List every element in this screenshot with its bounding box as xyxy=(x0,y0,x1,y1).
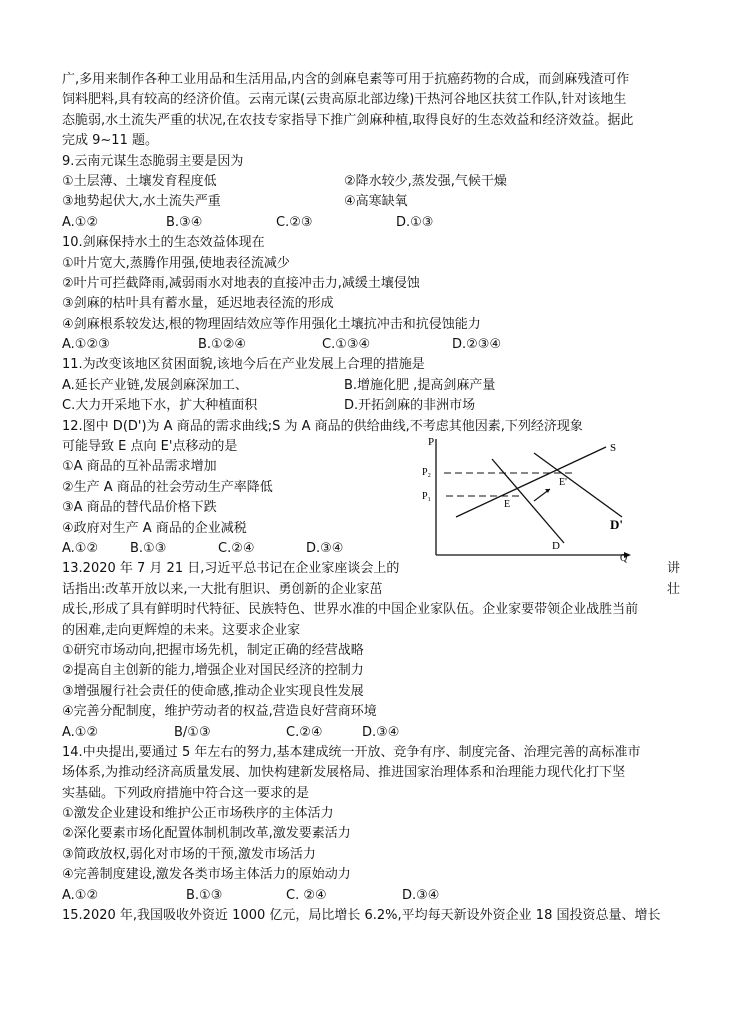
option-c: C.②④ xyxy=(218,540,255,556)
question-stem: 11.为改变该地区贫困面貌,该地今后在产业发展上合理的措施是 xyxy=(62,357,425,373)
statement: ②叶片可拦截降雨,减弱雨水对地表的直接冲击力,减缓土壤侵蚀 xyxy=(62,275,420,291)
demand-curve-d-prime xyxy=(534,453,622,517)
statement: ①土层薄、土壤发育程度低 xyxy=(62,173,217,189)
statement: ④高寒缺氧 xyxy=(344,194,408,210)
question-stem: 12.图中 D(D')为 A 商品的需求曲线;S 为 A 商品的供给曲线,不考虑其他因素,下列经济现象 xyxy=(62,418,583,434)
question-stem: 讲 xyxy=(666,561,680,577)
label-p: P xyxy=(428,436,435,449)
statement: ④完善制度建设,激发各类市场主体活力的原始动力 xyxy=(62,867,351,883)
option-c: C.②③ xyxy=(276,214,313,230)
question-stem: 可能导致 E 点向 E'点移动的是 xyxy=(62,439,238,455)
option-d: D.③④ xyxy=(306,540,344,556)
statement: ②降水较少,蒸发强,气候干燥 xyxy=(344,173,507,189)
label-e-prime: E' xyxy=(559,477,567,489)
question-12 xyxy=(62,417,680,565)
exam-page xyxy=(62,70,680,926)
option-d: D.③④ xyxy=(362,724,400,740)
option-a: A.①② xyxy=(62,724,99,740)
question-11 xyxy=(62,355,680,416)
intro-line: 态脆弱,水土流失严重的状况,在农技专家指导下推广剑麻种植,取得良好的生态效益和经济效益。据此 xyxy=(62,112,634,128)
label-s: S xyxy=(610,442,617,455)
statement: ④政府对生产 A 商品的企业减税 xyxy=(62,520,247,536)
option-b: B.①②④ xyxy=(198,337,247,353)
question-stem: 13.2020 年 7 月 21 日,习近平总书记在企业家座谈会上的 xyxy=(62,561,400,577)
option-d: D.开拓剑麻的非洲市场 xyxy=(344,398,476,414)
option-b: B.①③ xyxy=(130,540,167,556)
question-14 xyxy=(62,743,680,906)
label-p1: P₁ xyxy=(422,491,432,503)
intro-line: 饲料肥料,具有较高的经济价值。云南元谋(云贵高原北部边缘)干热河谷地区扶贫工作队,针对该地生 xyxy=(62,92,627,108)
option-b: B.增施化肥 ,提高剑麻产量 xyxy=(344,377,496,393)
label-p2: P₂ xyxy=(422,467,432,479)
intro-line: 广,多用来制作各种工业用品和生活用品,内含的剑麻皂素等可用于抗癌药物的合成，而剑麻残渣可作 xyxy=(62,72,630,87)
passage-intro xyxy=(62,70,680,152)
question-stem: 实基础。下列政府措施中符合这一要求的是 xyxy=(62,785,310,801)
option-d: D.②③④ xyxy=(452,337,502,353)
question-stem: 场体系,为推动经济高质量发展、加快构建新发展格局、推进国家治理体系和治理能力现代化打下坚 xyxy=(62,765,626,781)
option-b: B/①③ xyxy=(174,724,211,740)
question-stem: 15.2020 年,我国吸收外资近 1000 亿元，局比增长 6.2%,平均每天新设外资企业 18 国投资总量、增长 xyxy=(62,908,661,924)
question-stem: 壮 xyxy=(666,581,680,597)
statement: ②生产 A 商品的社会劳动生产率降低 xyxy=(62,479,273,495)
statement: ③地势起伏大,水土流失严重 xyxy=(62,194,221,210)
question-stem: 成长,形成了具有鲜明时代特征、民族特色、世界水准的中国企业家队伍。企业家要带领企业战胜当前 xyxy=(62,602,639,618)
question-13 xyxy=(62,559,680,743)
question-stem: 的困难,走向更辉煌的未来。这要求企业家 xyxy=(62,622,301,638)
label-q: Q xyxy=(620,553,628,565)
option-d: D.③④ xyxy=(402,887,440,903)
statement: ④剑麻根系较发达,根的物理固结效应等作用强化土壤抗冲击和抗侵蚀能力 xyxy=(62,316,481,332)
question-stem: 话指出:改革开放以来,一大批有胆识、勇创新的企业家茁 xyxy=(62,581,383,597)
label-e: E xyxy=(504,499,511,511)
question-stem: 14.中央提出,要通过 5 年左右的努力,基本建成统一开放、竞争有序、制度完备、治理完善的高标准市 xyxy=(62,744,641,760)
question-stem: 10.剑麻保持水土的生态效益体现在 xyxy=(62,235,265,251)
option-a: A.延长产业链,发展剑麻深加工、 xyxy=(62,377,248,393)
question-stem: 9.云南元谋生态脆弱主要是因为 xyxy=(62,153,244,169)
statement: ②深化要素市场化配置体制机制改革,激发要素活力 xyxy=(62,826,351,842)
statement: ①A 商品的互补品需求增加 xyxy=(62,459,217,475)
supply-curve-s xyxy=(456,447,606,517)
option-c: C.①③④ xyxy=(322,337,371,353)
statement: ④完善分配制度，维护劳动者的权益,营造良好营商环境 xyxy=(62,704,377,720)
statement: ①研究市场动向,把握市场先机，制定正确的经营战略 xyxy=(62,642,364,658)
statement: ③增强履行社会责任的使命感,推动企业实现良性发展 xyxy=(62,683,364,699)
statement: ③A 商品的替代品价格下跌 xyxy=(62,500,217,516)
option-c: C.大力开采地下水，扩大种植面积 xyxy=(62,398,258,414)
question-9 xyxy=(62,152,680,234)
option-b: B.①③ xyxy=(186,887,223,903)
label-d: D xyxy=(552,540,560,553)
option-c: C.②④ xyxy=(286,724,323,740)
question-15 xyxy=(62,906,680,926)
option-d: D.①③ xyxy=(396,214,434,230)
option-a: A.①②③ xyxy=(62,337,110,353)
statement: ①激发企业建设和维护公正市场秩序的主体活力 xyxy=(62,806,334,822)
option-a: A.①② xyxy=(62,540,99,556)
option-a: A.①② xyxy=(62,214,99,230)
supply-demand-graph xyxy=(422,433,632,565)
option-c: C. ②④ xyxy=(286,887,327,903)
intro-line: 完成 9~11 题。 xyxy=(62,133,158,149)
label-d-prime: D' xyxy=(610,517,623,533)
question-10 xyxy=(62,233,680,355)
statement: ③简政放权,弱化对市场的干预,激发市场活力 xyxy=(62,846,316,862)
option-a: A.①② xyxy=(62,887,99,903)
statement: ③剑麻的枯叶具有蓄水量，延迟地表径流的形成 xyxy=(62,296,334,312)
statement: ②提高自主创新的能力,增强企业对国民经济的控制力 xyxy=(62,663,364,679)
option-b: B.③④ xyxy=(166,214,203,230)
statement: ①叶片宽大,蒸腾作用强,使地表径流减少 xyxy=(62,255,290,271)
